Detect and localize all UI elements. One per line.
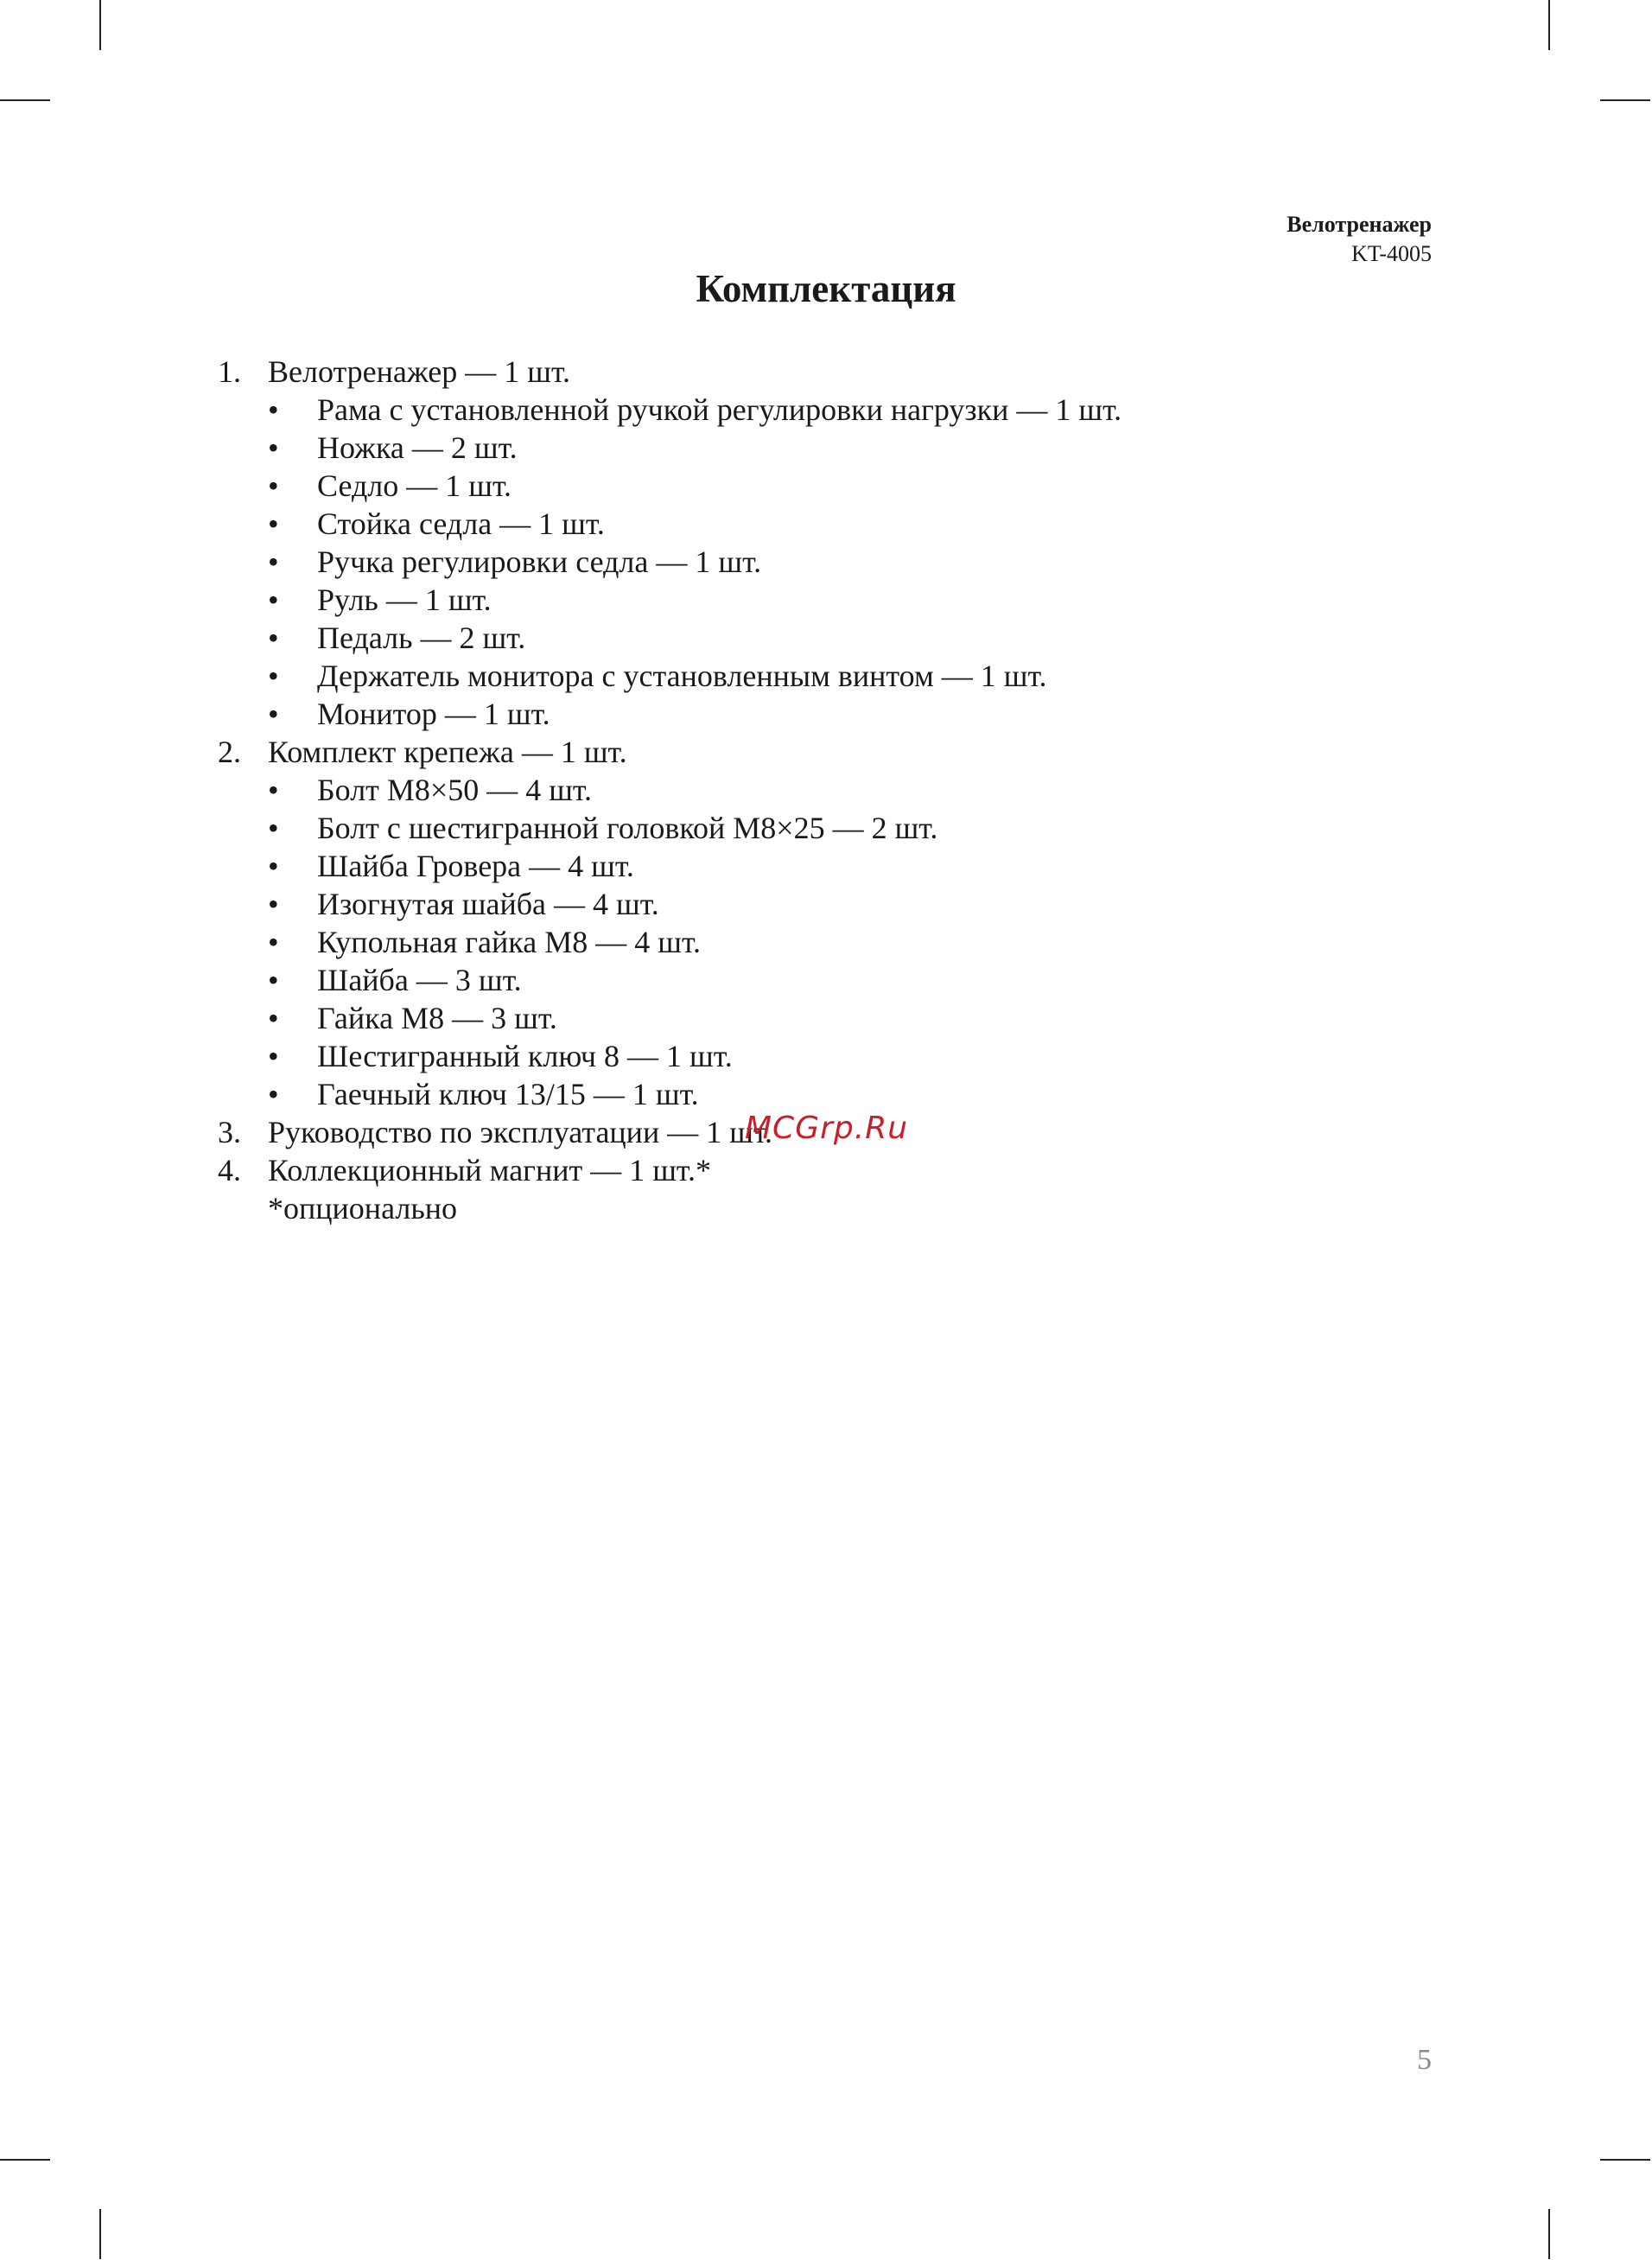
bullet-icon: • — [268, 392, 279, 427]
crop-mark-top-left-h — [0, 99, 50, 101]
sub-list-item-text: Ручка регулировки седла — 1 шт. — [317, 544, 762, 579]
page-number: 5 — [1417, 2044, 1432, 2076]
list-item-text: Коллекционный магнит — 1 шт.* — [268, 1153, 711, 1187]
sub-list-item — [218, 543, 1427, 581]
bullet-icon: • — [268, 430, 279, 465]
sub-list-item — [218, 695, 1427, 733]
sub-list-item-text: Рама с установленной ручкой регулировки нагрузки — 1 шт. — [317, 392, 1122, 427]
bullet-icon: • — [268, 811, 279, 845]
sub-list-item-text: Седло — 1 шт. — [317, 468, 511, 503]
sub-list-item — [218, 581, 1427, 619]
list-item-number: 4. — [218, 1153, 241, 1187]
header-model: KT-4005 — [1351, 241, 1432, 266]
sub-list-item-text: Шайба Гровера — 4 шт. — [317, 849, 634, 883]
list-item-number: 2. — [218, 735, 241, 769]
sub-list-item-text: Гайка М8 — 3 шт. — [317, 1001, 557, 1035]
crop-mark-top-right-h — [1600, 99, 1650, 101]
sub-list-item — [218, 657, 1427, 695]
bullet-icon: • — [268, 544, 279, 579]
list-item-number: 1. — [218, 354, 241, 389]
bullet-icon: • — [268, 1001, 279, 1035]
sub-list-item — [218, 885, 1427, 923]
sub-list-item-text: Держатель монитора с установленным винтом — 1 шт. — [317, 659, 1047, 693]
watermark: MCGrp.Ru — [745, 1111, 909, 1146]
sub-list-item — [218, 505, 1427, 543]
sub-list-item — [218, 999, 1427, 1037]
list-item-number: 3. — [218, 1115, 241, 1149]
sub-list-item — [218, 961, 1427, 999]
footnote: *опционально — [268, 1191, 458, 1225]
sub-list-item-text: Монитор — 1 шт. — [317, 697, 550, 731]
sub-list-item — [218, 771, 1427, 809]
page-title: Комплектация — [696, 267, 956, 310]
sub-list-item — [218, 1037, 1427, 1075]
sub-list-item-text: Болт с шестигранной головкой М8×25 — 2 шт. — [317, 811, 938, 845]
bullet-icon: • — [268, 925, 279, 959]
list-item-text: Велотренажер — 1 шт. — [268, 354, 570, 389]
sub-list-item — [218, 391, 1427, 429]
crop-mark-top-left-v — [99, 0, 101, 50]
sub-list-item-text: Стойка седла — 1 шт. — [317, 506, 605, 541]
bullet-icon: • — [268, 468, 279, 503]
sub-list-item — [218, 619, 1427, 657]
contents-list — [218, 353, 1427, 1227]
bullet-icon: • — [268, 621, 279, 655]
sub-list-item-text: Изогнутая шайба — 4 шт. — [317, 887, 659, 921]
sub-list-item — [218, 847, 1427, 885]
sub-list-item-text: Шайба — 3 шт. — [317, 963, 522, 997]
bullet-icon: • — [268, 773, 279, 807]
sub-list-item-text: Руль — 1 шт. — [317, 583, 492, 617]
sub-list-item — [218, 923, 1427, 961]
sub-list-item — [218, 1075, 1427, 1113]
bullet-icon: • — [268, 1077, 279, 1111]
sub-list-item — [218, 809, 1427, 847]
bullet-icon: • — [268, 659, 279, 693]
bullet-icon: • — [268, 1039, 279, 1073]
crop-mark-bottom-left-h — [0, 2159, 50, 2161]
crop-mark-bottom-right-v — [1548, 2209, 1550, 2259]
bullet-icon: • — [268, 506, 279, 541]
running-header — [1287, 210, 1432, 269]
sub-list-item-text: Шестигранный ключ 8 — 1 шт. — [317, 1039, 733, 1073]
bullet-icon: • — [268, 697, 279, 731]
header-product: Велотренажер — [1287, 212, 1432, 237]
sub-list-item — [218, 429, 1427, 467]
bullet-icon: • — [268, 887, 279, 921]
list-item-text: Комплект крепежа — 1 шт. — [268, 735, 627, 769]
sub-list-item-text: Гаечный ключ 13/15 — 1 шт. — [317, 1077, 699, 1111]
crop-mark-top-right-v — [1548, 0, 1550, 50]
bullet-icon: • — [268, 849, 279, 883]
list-item — [218, 1151, 1427, 1189]
list-item — [218, 733, 1427, 771]
list-item-text: Руководство по эксплуатации — 1 шт. — [268, 1115, 772, 1149]
sub-list-item-text: Педаль — 2 шт. — [317, 621, 526, 655]
sub-list-item-text: Купольная гайка М8 — 4 шт. — [317, 925, 701, 959]
bullet-icon: • — [268, 583, 279, 617]
sub-list-item-text: Болт М8×50 — 4 шт. — [317, 773, 592, 807]
sub-list-item — [218, 467, 1427, 505]
crop-mark-bottom-right-h — [1600, 2159, 1650, 2161]
list-item — [218, 353, 1427, 391]
bullet-icon: • — [268, 963, 279, 997]
crop-mark-bottom-left-v — [99, 2209, 101, 2259]
sub-list-item-text: Ножка — 2 шт. — [317, 430, 518, 465]
